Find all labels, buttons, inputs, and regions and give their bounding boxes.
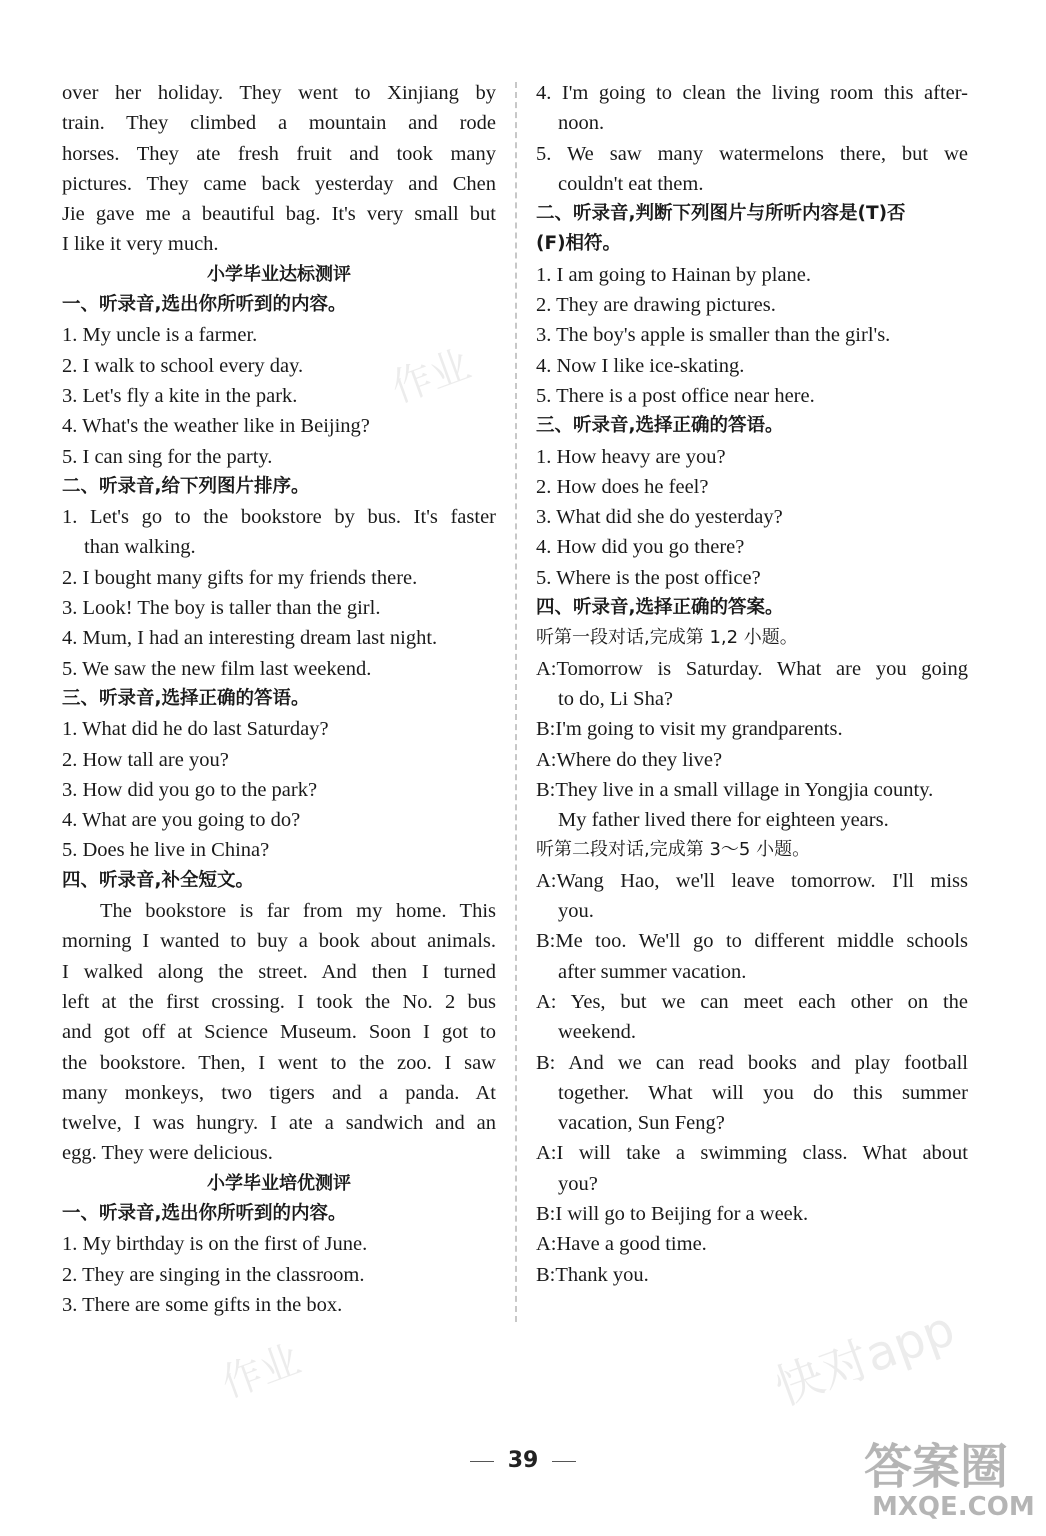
text-line: 5. We saw the new film last weekend. — [62, 657, 372, 680]
watermark-logo-sub: MXQE.COM — [872, 1492, 1035, 1522]
text-line: 3. What did she do yesterday? — [536, 506, 783, 529]
text-line: after summer vacation. — [558, 960, 747, 983]
watermark-faint-left: 作业 — [215, 1336, 307, 1408]
text-line: together. What will you do this summer — [558, 1081, 968, 1104]
text-line: 1. My uncle is a farmer. — [62, 324, 258, 347]
text-line: 4. Now I like ice-skating. — [536, 354, 745, 377]
watermark-faint: 作业 — [385, 341, 477, 413]
text-line: many monkeys, two tigers and a panda. At — [62, 1081, 496, 1104]
watermark-logo — [826, 1420, 1036, 1530]
text-line: A:Have a good time. — [536, 1233, 707, 1256]
text-line: A:Wang Hao, we'll leave tomorrow. I'll miss — [536, 869, 968, 892]
text-line: you? — [558, 1172, 598, 1195]
text-line: Jie gave me a beautiful bag. It's very small but — [62, 203, 496, 226]
right-column — [536, 78, 968, 1290]
section-heading: 三、听录音,选择正确的答语。 — [536, 415, 784, 437]
text-line: egg. They were delicious. — [62, 1142, 273, 1165]
text-line: 2. How tall are you? — [62, 748, 229, 771]
text-line: and got off at Science Museum. Soon I got to — [62, 1021, 496, 1044]
text-line: B:I'm going to visit my grandparents. — [536, 718, 843, 741]
section-heading: (F)相符。 — [536, 233, 622, 255]
text-line: 3. How did you go to the park? — [62, 778, 318, 801]
text-line: A:Tomorrow is Saturday. What are you going — [536, 657, 968, 680]
text-line: to do, Li Sha? — [558, 687, 674, 710]
text-line: 1. How heavy are you? — [536, 445, 726, 468]
text-line: 3. Let's fly a kite in the park. — [62, 384, 298, 407]
section-heading: 三、听录音,选择正确的答语。 — [62, 687, 310, 709]
text-line: left at the first crossing. I took the No. 2 bus — [62, 990, 496, 1013]
section-heading: 四、听录音,选择正确的答案。 — [536, 597, 784, 619]
text-line: 3. The boy's apple is smaller than the girl's. — [536, 324, 891, 347]
text-line: 听第二段对话,完成第 3～5 小题。 — [536, 839, 811, 861]
text-line: morning I wanted to buy a book about animals. — [62, 930, 496, 953]
text-line: noon. — [558, 112, 605, 135]
text-line: 5. Does he live in China? — [62, 839, 270, 862]
text-line: 5. Where is the post office? — [536, 566, 761, 589]
section-heading: 二、听录音,判断下列图片与所听内容是(T)否 — [536, 203, 906, 225]
text-line: 2. They are singing in the classroom. — [62, 1263, 365, 1286]
text-line: A:Where do they live? — [536, 748, 723, 771]
text-line: 1. I am going to Hainan by plane. — [536, 263, 811, 286]
text-line: I like it very much. — [62, 233, 219, 256]
text-line: 1. My birthday is on the first of June. — [62, 1233, 368, 1256]
text-line: you. — [558, 900, 594, 923]
text-line: twelve, I was hungry. I ate a sandwich and an — [62, 1112, 496, 1135]
text-line: train. They climbed a mountain and rode — [62, 112, 496, 135]
text-line: 听第一段对话,完成第 1,2 小题。 — [536, 627, 798, 649]
watermark-logo-main: 答案圈 — [864, 1439, 1009, 1495]
text-line: B: And we can read books and play football — [536, 1051, 968, 1074]
text-line: 2. They are drawing pictures. — [536, 294, 776, 317]
text-line: 3. There are some gifts in the box. — [62, 1293, 343, 1316]
text-line: pictures. They came back yesterday and Chen — [62, 172, 496, 195]
text-line: the bookstore. Then, I went to the zoo. I saw — [62, 1051, 496, 1074]
text-line: over her holiday. They went to Xinjiang by — [62, 82, 496, 104]
text-line: than walking. — [84, 536, 196, 559]
text-line: 3. Look! The boy is taller than the girl. — [62, 597, 381, 620]
watermark-faint-app: 快对app — [767, 1300, 962, 1417]
text-line: 4. What's the weather like in Beijing? — [62, 415, 370, 438]
text-line: vacation, Sun Feng? — [558, 1112, 725, 1135]
text-line: weekend. — [558, 1021, 636, 1044]
column-divider — [515, 82, 517, 1322]
text-line: My father lived there for eighteen years. — [558, 809, 889, 832]
text-line: A:I will take a swimming class. What about — [536, 1142, 968, 1165]
section-heading: 一、听录音,选出你所听到的内容。 — [62, 1202, 347, 1224]
text-line: The bookstore is far from my home. This — [100, 900, 496, 923]
text-line: B:Me too. We'll go to different middle schools — [536, 930, 968, 953]
dash-right — [552, 1461, 576, 1462]
text-line: I walked along the street. And then I turned — [62, 960, 496, 983]
page-number: 39 — [507, 1448, 539, 1473]
test-title: 小学毕业培优测评 — [207, 1172, 351, 1194]
text-line: horses. They ate fresh fruit and took many — [62, 142, 496, 165]
text-line: 5. I can sing for the party. — [62, 445, 273, 468]
text-line: 4. I'm going to clean the living room this after- — [536, 82, 968, 104]
text-line: 5. There is a post office near here. — [536, 384, 815, 407]
section-heading: 一、听录音,选出你所听到的内容。 — [62, 294, 347, 316]
left-column — [62, 78, 496, 1320]
text-line: 4. How did you go there? — [536, 536, 745, 559]
text-line: B:They live in a small village in Yongjia county. — [536, 778, 934, 801]
text-line: couldn't eat them. — [558, 172, 704, 195]
text-line: 1. What did he do last Saturday? — [62, 718, 329, 741]
text-line: A: Yes, but we can meet each other on the — [536, 990, 968, 1013]
text-line: 2. How does he feel? — [536, 475, 709, 498]
dash-left — [470, 1461, 494, 1462]
text-line: B:Thank you. — [536, 1263, 649, 1286]
text-line: 4. What are you going to do? — [62, 809, 301, 832]
test-title: 小学毕业达标测评 — [207, 263, 351, 285]
text-line: 1. Let's go to the bookstore by bus. It's faster — [62, 506, 496, 529]
section-heading: 四、听录音,补全短文。 — [62, 869, 255, 891]
text-line: B:I will go to Beijing for a week. — [536, 1202, 809, 1225]
text-line: 2. I walk to school every day. — [62, 354, 304, 377]
text-line: 2. I bought many gifts for my friends there. — [62, 566, 418, 589]
text-line: 4. Mum, I had an interesting dream last night. — [62, 627, 438, 650]
section-heading: 二、听录音,给下列图片排序。 — [62, 475, 310, 497]
text-line: 5. We saw many watermelons there, but we — [536, 142, 968, 165]
